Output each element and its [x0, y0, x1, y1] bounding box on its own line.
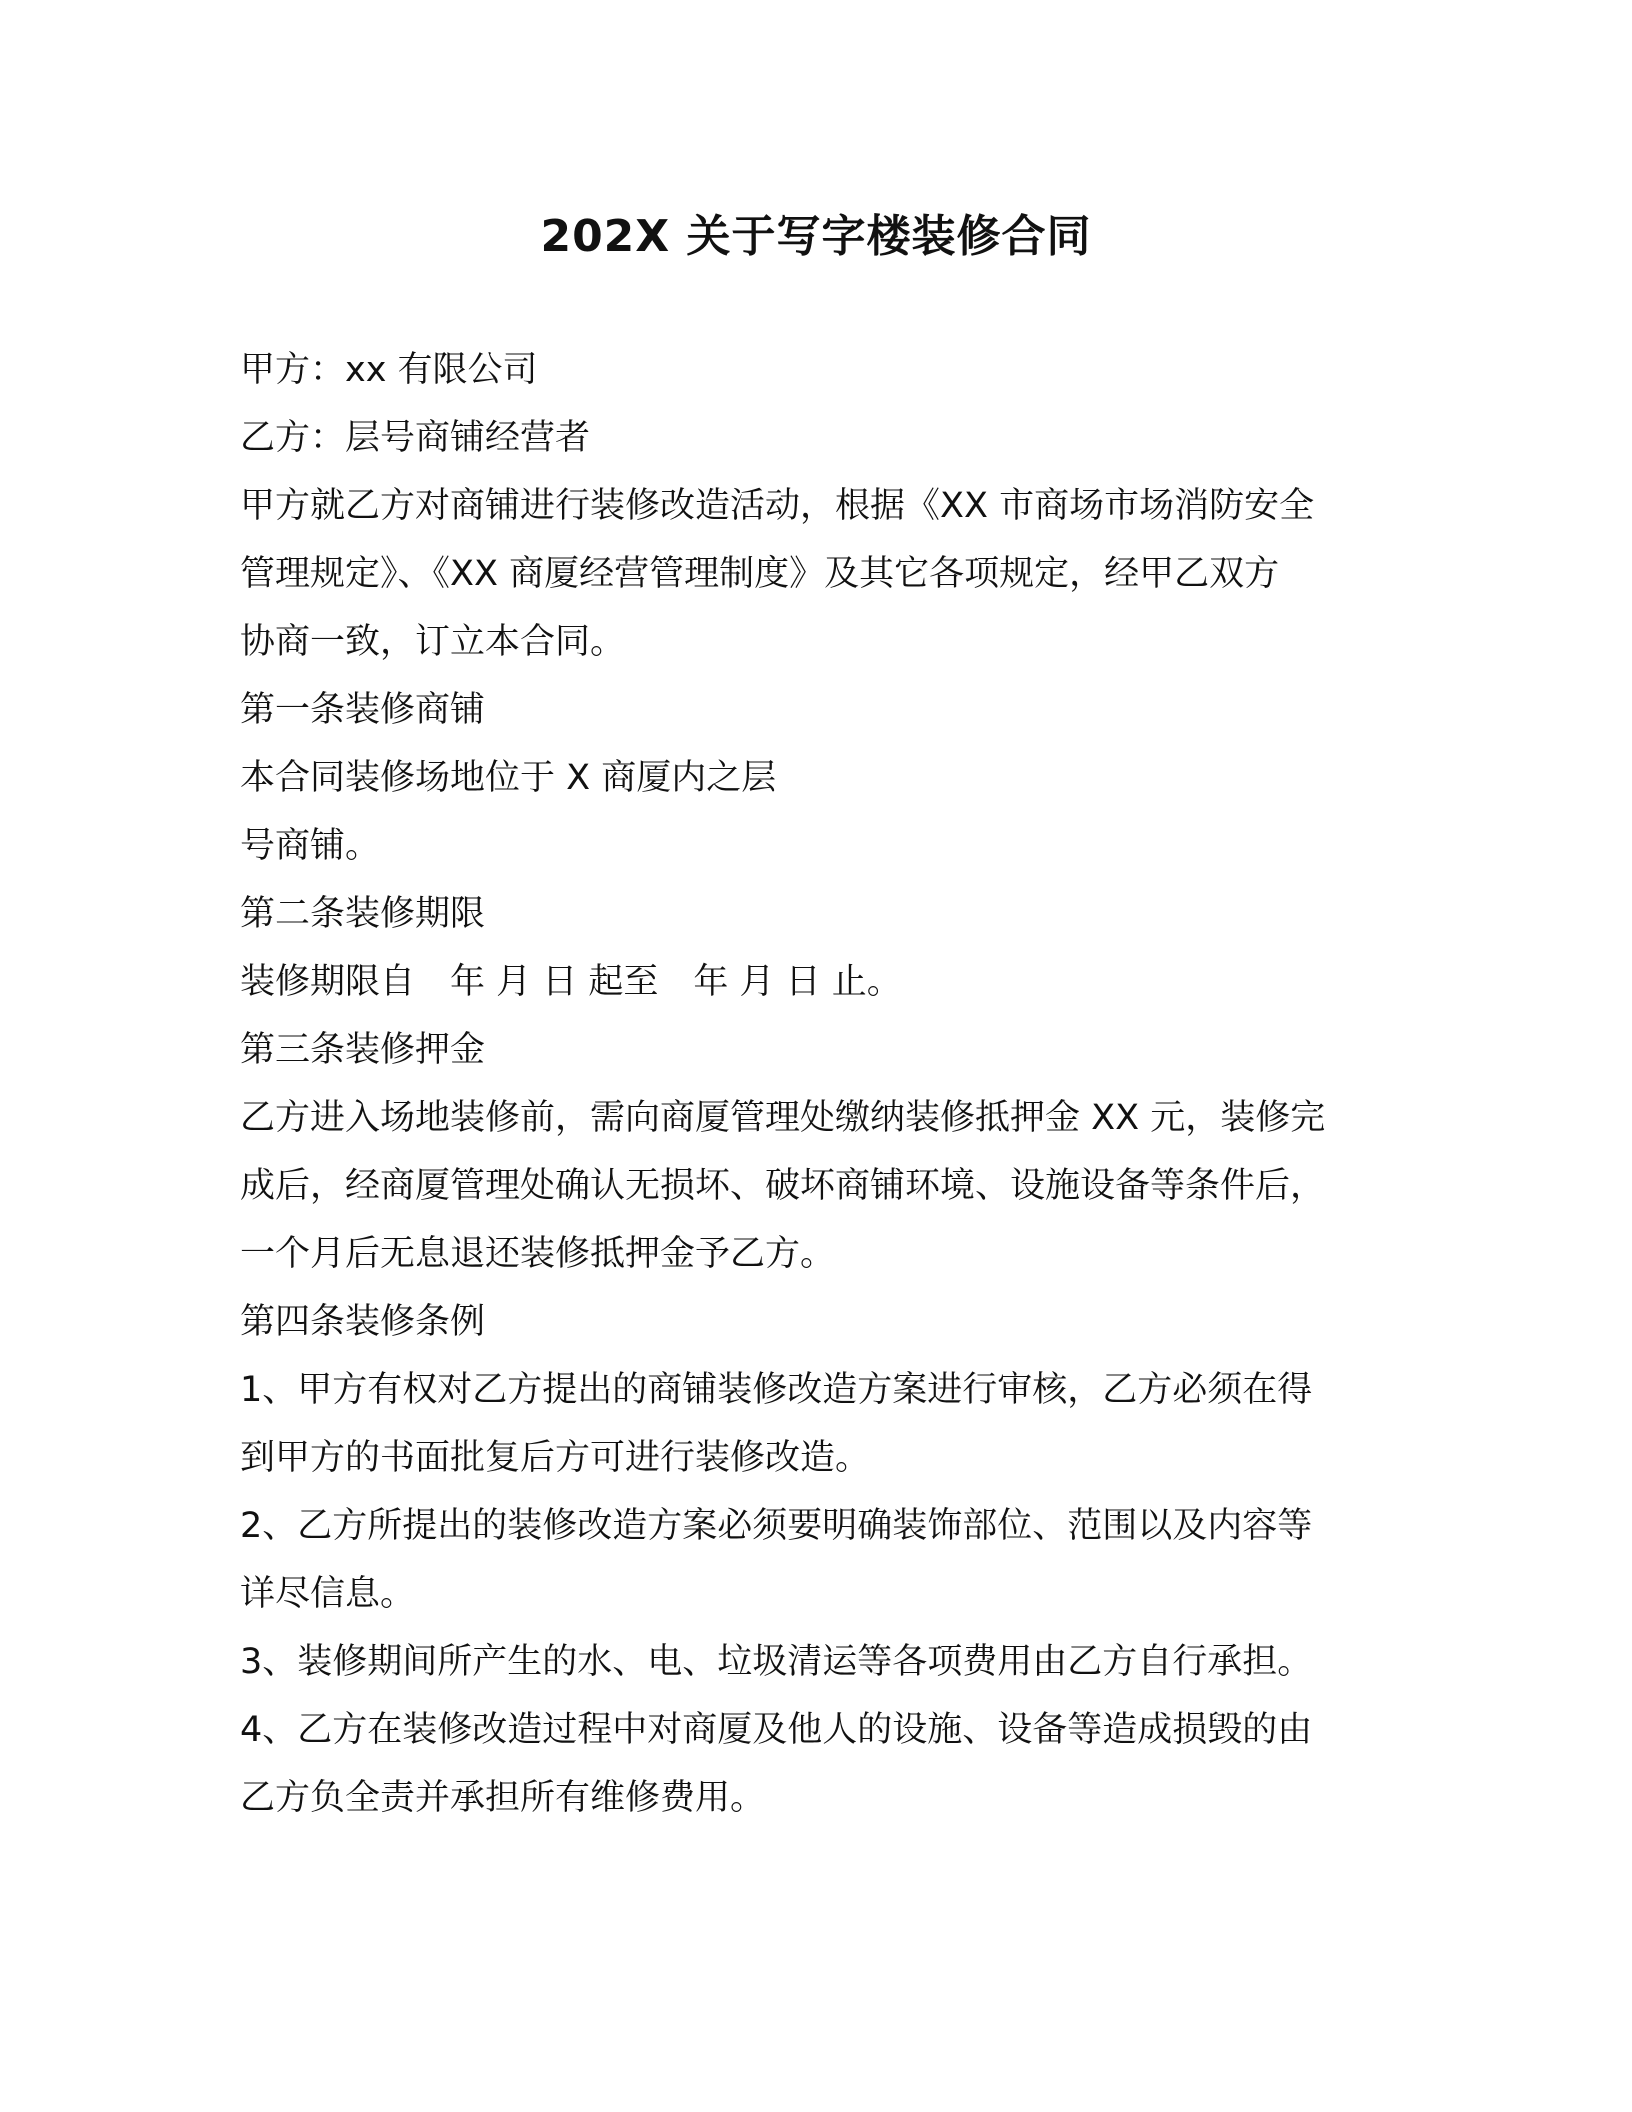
- text-line: 2、乙方所提出的装修改造方案必须要明确装饰部位、范围以及内容等: [240, 1506, 1313, 1546]
- text-line: 一个月后无息退还装修抵押金予乙方。: [240, 1234, 836, 1274]
- text-line: 本合同装修场地位于 X 商厦内之层: [240, 758, 777, 798]
- text-line: 甲方就乙方对商铺进行装修改造活动，根据《XX 市商场市场消防安全: [240, 486, 1315, 526]
- section-heading: 第三条装修押金: [240, 1030, 486, 1070]
- text-line: 管理规定》、《XX 商厦经营管理制度》及其它各项规定，经甲乙双方: [240, 554, 1280, 594]
- text-line: 号商铺。: [240, 826, 381, 866]
- section-heading: 第一条装修商铺: [240, 690, 486, 730]
- document-body: [240, 336, 1390, 1832]
- document-title: 202X 关于写字楼装修合同: [540, 211, 1092, 262]
- text-line: 成后，经商厦管理处确认无损坏、破坏商铺环境、设施设备等条件后，: [240, 1166, 1326, 1206]
- text-line: 1、甲方有权对乙方提出的商铺装修改造方案进行审核，乙方必须在得: [240, 1370, 1313, 1410]
- text-line: 乙方进入场地装修前，需向商厦管理处缴纳装修抵押金 XX 元，装修完: [240, 1098, 1326, 1138]
- text-line: 到甲方的书面批复后方可进行装修改造。: [240, 1438, 871, 1478]
- text-line: 乙方负全责并承担所有维修费用。: [240, 1778, 766, 1818]
- text-line: 3、装修期间所产生的水、电、垃圾清运等各项费用由乙方自行承担。: [240, 1642, 1313, 1682]
- text-line: 详尽信息。: [240, 1574, 416, 1614]
- text-line-party-a: 甲方：xx 有限公司: [240, 350, 538, 390]
- section-heading: 第二条装修期限: [240, 894, 486, 934]
- text-line-party-b: 乙方：层号商铺经营者: [240, 418, 591, 458]
- section-heading: 第四条装修条例: [240, 1302, 486, 1342]
- text-line: 装修期限自 年 月 日 起至 年 月 日 止。: [240, 962, 902, 1002]
- text-line: 协商一致，订立本合同。: [240, 622, 626, 662]
- text-line: 4、乙方在装修改造过程中对商厦及他人的设施、设备等造成损毁的由: [240, 1710, 1313, 1750]
